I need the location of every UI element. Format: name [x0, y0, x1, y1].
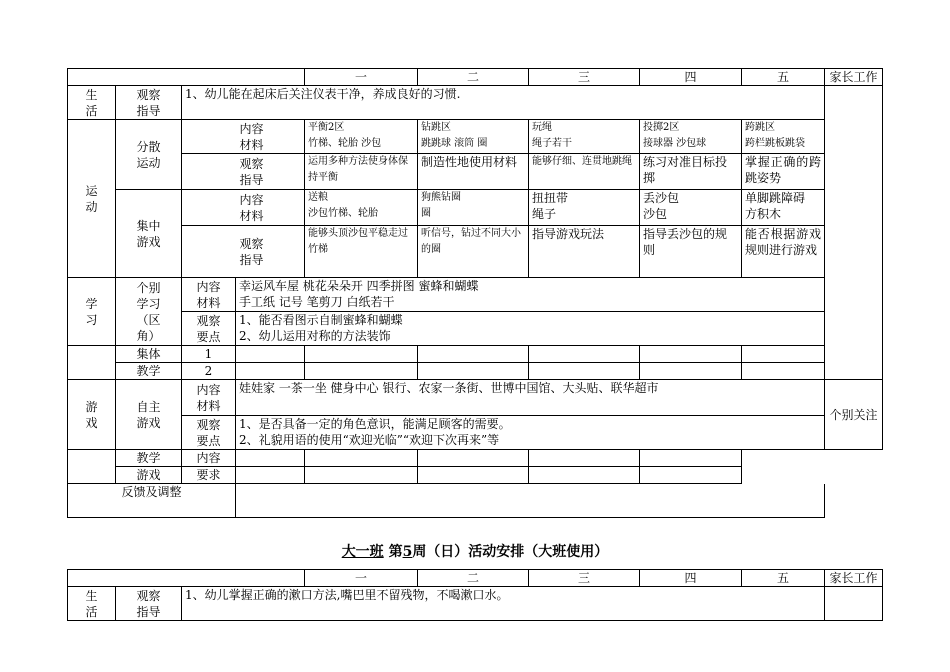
group-content: 送粮 沙包竹梯、轮胎 — [305, 190, 418, 226]
scatter-content: 投掷2区 接球器 沙包球 — [640, 120, 742, 154]
empty-cell — [640, 450, 742, 467]
parent-work-cell-bottom — [742, 363, 825, 380]
collective-label: 教学 — [116, 363, 182, 380]
day-header: 四 — [640, 69, 742, 86]
content-label: 内容 — [182, 450, 236, 467]
life-observe-text: 1、幼儿掌握正确的漱口方法,嘴巴里不留残物，不喝漱口水。 — [182, 587, 825, 621]
empty-cell — [236, 346, 305, 363]
empty-cell — [418, 363, 529, 380]
day-header: 二 — [418, 570, 529, 587]
scatter-sport-label: 分散 运动 — [116, 120, 182, 190]
day-header: 四 — [640, 570, 742, 587]
blank-cell — [68, 450, 116, 484]
requirement-label: 要求 — [182, 467, 236, 484]
empty-cell — [305, 363, 418, 380]
day-header: 三 — [529, 570, 640, 587]
study-points: 1、能否看图示自制蜜蜂和蝴蝶 2、幼儿运用对称的方法装饰 — [236, 312, 825, 346]
header-blank — [68, 69, 305, 86]
page-title: 大一班 第5周（日）活动安排（大班使用） — [341, 544, 609, 560]
empty-cell — [305, 467, 418, 484]
empty-cell — [236, 363, 305, 380]
day-header: 一 — [305, 570, 418, 587]
life-label: 生 活 — [68, 86, 116, 120]
empty-cell — [236, 450, 305, 467]
parent-work-cell — [825, 86, 883, 380]
group-game-label: 集中 游戏 — [116, 190, 182, 278]
content-material-label: 内容 材料 — [182, 190, 305, 226]
individual-study-label: 个别 学习 （区 角） — [116, 278, 182, 346]
observe-point-label: 观察 要点 — [182, 416, 236, 450]
week-number: 5 — [402, 544, 413, 560]
empty-cell — [529, 363, 640, 380]
feedback-label: 反馈及调整 — [68, 484, 236, 518]
day-header: 五 — [742, 570, 825, 587]
teaching-game-label: 教学 — [116, 450, 182, 467]
game-points: 1、是否具备一定的角色意识，能满足顾客的需要。 2、礼貌用语的使用“欢迎光临”“欢迎下次再来”等 — [236, 416, 825, 450]
group-observe: 指导游戏玩法 — [529, 226, 640, 278]
empty-cell — [529, 346, 640, 363]
life-observe-text: 1、幼儿能在起床后关注仪表干净，养成良好的习惯. — [182, 86, 825, 120]
row-number: 2 — [182, 363, 236, 380]
parent-work-header: 家长工作 — [825, 69, 883, 86]
day-header: 一 — [305, 69, 418, 86]
observe-guide-label: 观察 指导 — [182, 226, 305, 278]
content-material-label: 内容 材料 — [182, 120, 305, 154]
class-name: 大一班 — [341, 544, 384, 560]
blank-cell — [68, 346, 116, 380]
empty-cell — [236, 467, 305, 484]
empty-cell — [418, 346, 529, 363]
study-content: 幸运风车屋 桃花朵朵开 四季拼图 蜜蜂和蝴蝶 手工纸 记号 笔剪刀 白纸若干 — [236, 278, 825, 312]
scatter-content: 平衡2区 竹梯、轮胎 沙包 — [305, 120, 418, 154]
day-header: 五 — [742, 69, 825, 86]
empty-cell — [305, 346, 418, 363]
group-observe: 能否根据游戏规则进行游戏 — [742, 226, 825, 278]
empty-cell — [418, 467, 529, 484]
row-number: 1 — [182, 346, 236, 363]
schedule-table-1 — [67, 68, 883, 518]
game-content: 娃娃家 一茶一坐 健身中心 银行、农家一条街、世博中国馆、大头贴、联华超市 — [236, 380, 825, 416]
scatter-observe: 制造性地使用材料 — [418, 154, 529, 190]
content-material-label: 内容 材料 — [182, 278, 236, 312]
group-content: 单脚跳障碍 方积木 — [742, 190, 825, 226]
scatter-observe: 掌握正确的跨跳姿势 — [742, 154, 825, 190]
scatter-observe: 运用多种方法使身体保持平衡 — [305, 154, 418, 190]
scatter-observe: 练习对准目标投掷 — [640, 154, 742, 190]
day-header: 二 — [418, 69, 529, 86]
schedule-table-2 — [67, 569, 883, 621]
day-header: 三 — [529, 69, 640, 86]
individual-attention-cell: 个别关注 — [825, 380, 883, 450]
observe-guide-label: 观察 指导 — [116, 86, 182, 120]
observe-point-label: 观察 要点 — [182, 312, 236, 346]
header-blank — [68, 570, 305, 587]
observe-guide-label: 观察 指导 — [182, 154, 305, 190]
group-content: 狗熊钻圈 圈 — [418, 190, 529, 226]
empty-cell — [529, 467, 640, 484]
empty-cell — [640, 363, 742, 380]
self-game-label: 自主 游戏 — [116, 380, 182, 450]
empty-cell — [529, 450, 640, 467]
teaching-game-label: 游戏 — [116, 467, 182, 484]
empty-cell — [640, 467, 742, 484]
game-label: 游 戏 — [68, 380, 116, 450]
collective-label: 集体 — [116, 346, 182, 363]
parent-work-cell — [825, 587, 883, 621]
scatter-observe: 能够仔细、连贯地跳绳 — [529, 154, 640, 190]
observe-guide-label: 观察 指导 — [116, 587, 182, 621]
scatter-content: 跨跳区 跨栏跳板跳袋 — [742, 120, 825, 154]
empty-cell — [418, 450, 529, 467]
study-label: 学 习 — [68, 278, 116, 346]
empty-cell — [640, 346, 742, 363]
group-content: 扭扭带 绳子 — [529, 190, 640, 226]
parent-work-header: 家长工作 — [825, 570, 883, 587]
scatter-content: 钻跳区 跳跳球 滚筒 圈 — [418, 120, 529, 154]
content-material-label: 内容 材料 — [182, 380, 236, 416]
sport-label: 运 动 — [68, 120, 116, 278]
feedback-content — [236, 484, 825, 518]
group-observe: 听信号，钻过不同大小的圈 — [418, 226, 529, 278]
life-label: 生 活 — [68, 587, 116, 621]
group-observe: 能够头顶沙包平稳走过竹梯 — [305, 226, 418, 278]
group-content: 丢沙包 沙包 — [640, 190, 742, 226]
group-observe: 指导丢沙包的规则 — [640, 226, 742, 278]
empty-cell — [305, 450, 418, 467]
scatter-content: 玩绳 绳子若干 — [529, 120, 640, 154]
